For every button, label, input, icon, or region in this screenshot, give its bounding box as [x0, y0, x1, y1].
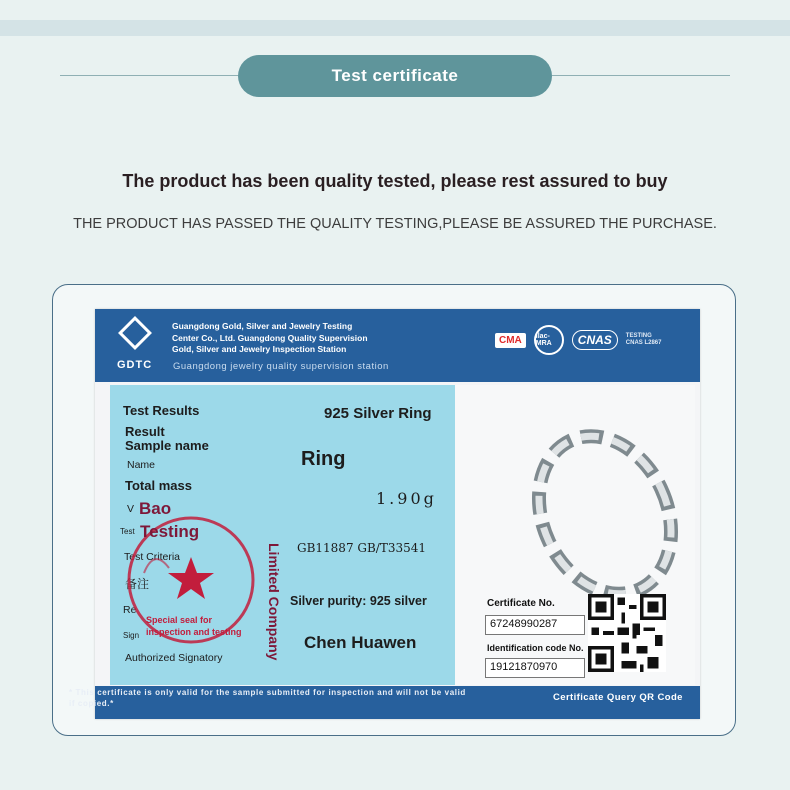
identification-code-field: 19121870970	[485, 658, 585, 678]
seal-word-testing: Testing	[140, 522, 200, 541]
seal-caption-line2: inspection and testing	[146, 627, 242, 637]
total-mass-label: Total mass	[125, 478, 192, 493]
identification-code-label: Identification code No.	[487, 643, 584, 653]
accreditation-badges	[495, 325, 666, 355]
sign-label: Sign	[123, 631, 140, 640]
authorized-signatory-label: Authorized Signatory	[125, 652, 223, 664]
gdtc-logo-icon	[118, 316, 152, 350]
test-criteria-label: Test Criteria	[124, 551, 181, 563]
qr-caption: Certificate Query QR Code	[553, 692, 683, 703]
qr-code-icon	[588, 594, 666, 672]
sample-name-label: Sample name	[125, 438, 209, 453]
divider-right	[552, 75, 730, 76]
org-line-2: Center Co., Ltd. Guangdong Quality Supervision	[172, 332, 368, 343]
seal-word-company: Company	[266, 596, 282, 661]
remark-label: 备注	[125, 577, 150, 591]
seal-word-bao: Bao	[139, 499, 172, 518]
org-line-1: Guangdong Gold, Silver and Jewelry Testing	[172, 321, 353, 331]
test-label: Test	[120, 527, 135, 536]
org-line-3: Gold, Silver and Jewelry Inspection Station	[172, 344, 347, 354]
divider-left	[60, 75, 238, 76]
certificate-no-label: Certificate No.	[487, 598, 555, 609]
logo-text: GDTC	[117, 359, 153, 371]
organization-name	[172, 321, 368, 356]
total-mass-value: 1.90g	[376, 489, 437, 508]
signatory-name: Chen Huawen	[304, 633, 417, 652]
seal-word-limited: Limited	[266, 543, 282, 593]
subheadline: THE PRODUCT HAS PASSED THE QUALITY TESTING,PLEASE BE ASSURED THE PURCHASE.	[73, 216, 717, 232]
cnas-badge: CNAS	[572, 330, 618, 350]
cma-badge: CMA	[495, 333, 526, 348]
seal-vertical-text	[266, 543, 281, 660]
sample-name-value: Ring	[301, 448, 346, 470]
name-label: Name	[127, 459, 156, 471]
section-title-pill: Test certificate	[238, 55, 552, 97]
cnas-code: TESTING CNAS L2867	[625, 333, 662, 346]
test-criteria-value: GB11887 GB/T33541	[297, 541, 427, 555]
seal-caption	[146, 614, 242, 638]
disclaimer: * This certificate is only valid for the sample submitted for inspection and will not be valid if copied.*	[69, 688, 466, 708]
seal-caption-line1: Special seal for	[146, 615, 213, 625]
certificate-header	[95, 309, 700, 382]
silver-purity: Silver purity: 925 silver	[290, 594, 427, 608]
v-label: V	[127, 503, 135, 515]
product-title: 925 Silver Ring	[324, 405, 432, 422]
top-decor-band	[0, 20, 790, 36]
re-label: Re	[123, 604, 137, 616]
ilac-badge: ilac-MRA	[534, 325, 564, 355]
result-label: Result	[125, 424, 165, 439]
certificate-card	[69, 309, 700, 719]
headline: The product has been quality tested, please rest assured to buy	[122, 171, 668, 191]
station-name: Guangdong jewelry quality supervision station	[173, 361, 389, 372]
certificate-no-field: 67248990287	[485, 615, 585, 635]
test-results-label: Test Results	[123, 403, 200, 418]
